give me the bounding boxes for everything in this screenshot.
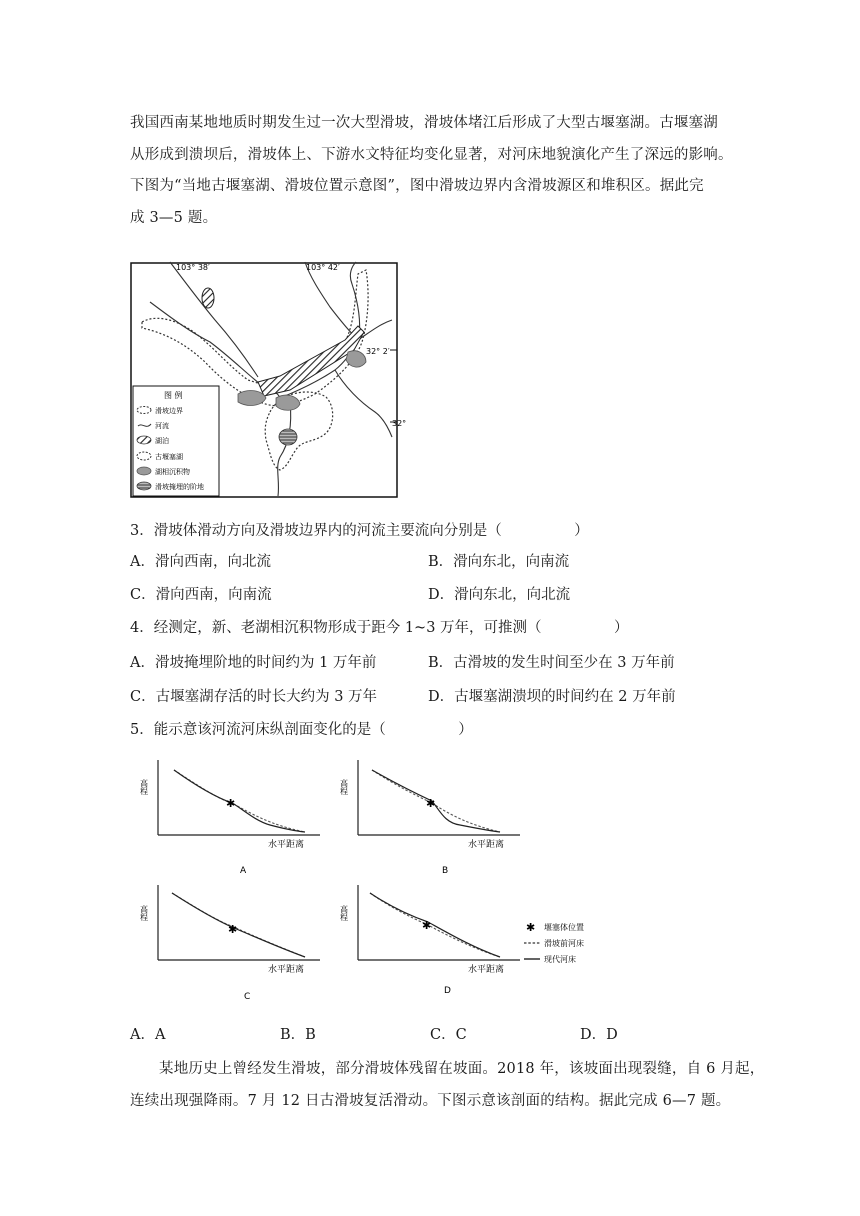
legend-deposit-symbol <box>137 467 151 475</box>
dam-position-icon: ✱ <box>228 923 238 936</box>
dam-position-icon: ✱ <box>422 919 432 932</box>
dam-position-icon: ✱ <box>426 797 436 810</box>
legend-item: 湖相沉积物 <box>155 468 190 476</box>
question-3-stem: 3．滑坡体滑动方向及滑坡边界内的河流主要流向分别是（ ） <box>130 523 589 539</box>
question-5-option-d[interactable]: D．D <box>580 1027 618 1043</box>
question-3-option-d[interactable]: D．滑向东北，向北流 <box>428 587 571 603</box>
intro-paragraph <box>130 108 750 234</box>
passage-2-line: 连续出现强降雨。7 月 12 日古滑坡复活滑动。下图示意该剖面的结构。据此完成 6—7 题。 <box>130 1092 731 1109</box>
question-3-option-a[interactable]: A．滑向西南，向北流 <box>130 554 271 570</box>
profile-xlabel: 水平距离 <box>468 965 505 975</box>
lat-upper-label: 32° 2′ <box>366 347 390 356</box>
profile-panel-b <box>340 760 521 876</box>
legend-item: 滑坡边界 <box>155 407 183 415</box>
question-5-option-c[interactable]: C．C <box>430 1027 467 1043</box>
profile-panel-c <box>140 885 321 1002</box>
lat-lower-label: 32° <box>392 419 407 428</box>
passage-2 <box>130 1054 770 1117</box>
legend-item: 河流 <box>155 422 169 430</box>
landslide-location-map <box>130 262 407 498</box>
profile-ylabel: 高程 <box>139 779 149 795</box>
profile-ylabel: 高程 <box>339 779 349 795</box>
profile-panel-d <box>340 885 521 996</box>
profile-panel-label: D <box>444 986 451 996</box>
lon-left-label: 103° 38′ <box>176 263 210 272</box>
profile-panel-label: C <box>244 992 251 1002</box>
profiles-legend-item: 滑坡前河床 <box>544 939 584 948</box>
intro-line: 下图为“当地古堰塞湖、滑坡位置示意图”，图中滑坡边界内含滑坡源区和堆积区。据此完 <box>130 178 704 194</box>
dam-position-icon: ✱ <box>526 921 536 934</box>
legend-item: 古堰塞湖 <box>155 453 183 461</box>
legend-lake-symbol <box>137 436 151 444</box>
question-3-option-b[interactable]: B．滑向东北，向南流 <box>428 554 570 570</box>
buried-terrace <box>279 429 297 445</box>
question-4-option-d[interactable]: D．古堰塞湖溃坝的时间约在 2 万年前 <box>428 689 676 705</box>
question-5-option-b[interactable]: B．B <box>280 1027 316 1043</box>
profiles-legend-item: 现代河床 <box>544 955 576 964</box>
profile-panel-a <box>140 760 321 876</box>
question-4-option-a[interactable]: A．滑坡掩埋阶地的时间约为 1 万年前 <box>130 655 377 671</box>
question-5-stem: 5．能示意该河流河床纵剖面变化的是（ ） <box>130 722 473 738</box>
question-4-option-c[interactable]: C．古堰塞湖存活的时长大约为 3 万年 <box>130 689 378 705</box>
question-4-option-b[interactable]: B．古滑坡的发生时间至少在 3 万年前 <box>428 655 675 671</box>
intro-line: 成 3—5 题。 <box>130 209 218 226</box>
profile-panel-label: A <box>240 866 247 876</box>
legend-item: 湖泊 <box>155 437 169 445</box>
legend-terrace-symbol <box>137 482 151 490</box>
profile-xlabel: 水平距离 <box>268 840 305 850</box>
legend-title: 图 例 <box>164 391 183 400</box>
intro-line: 我国西南某地地质时期发生过一次大型滑坡，滑坡体堵江后形成了大型古堰塞湖。古堰塞湖 <box>130 115 718 131</box>
question-3-option-c[interactable]: C．滑向西南，向南流 <box>130 587 272 603</box>
profiles-legend <box>524 921 584 964</box>
passage-2-line: 某地历史上曾经发生滑坡，部分滑坡体残留在坡面。2018 年，该坡面出现裂缝，自 6 月起， <box>159 1061 765 1077</box>
dam-position-icon: ✱ <box>226 797 236 810</box>
profiles-legend-item: 堰塞体位置 <box>544 923 584 932</box>
profile-ylabel: 高程 <box>139 905 149 921</box>
map-legend <box>133 386 219 496</box>
hatched-lake <box>202 288 214 308</box>
profile-xlabel: 水平距离 <box>268 965 305 975</box>
profile-xlabel: 水平距离 <box>468 840 505 850</box>
riverbed-profiles-figure <box>140 755 610 1007</box>
intro-line: 从形成到溃坝后，滑坡体上、下游水文特征均变化显著，对河床地貌演化产生了深远的影响。 <box>130 146 733 163</box>
question-5-option-a[interactable]: A．A <box>130 1027 166 1043</box>
legend-item: 滑坡掩埋的阶地 <box>155 483 204 491</box>
profile-panel-label: B <box>442 866 449 876</box>
profile-ylabel: 高程 <box>339 905 349 921</box>
lon-right-label: 103° 42′ <box>306 263 340 272</box>
question-4-stem: 4．经测定，新、老湖相沉积物形成于距今 1~3 万年，可推测（ ） <box>130 620 629 636</box>
